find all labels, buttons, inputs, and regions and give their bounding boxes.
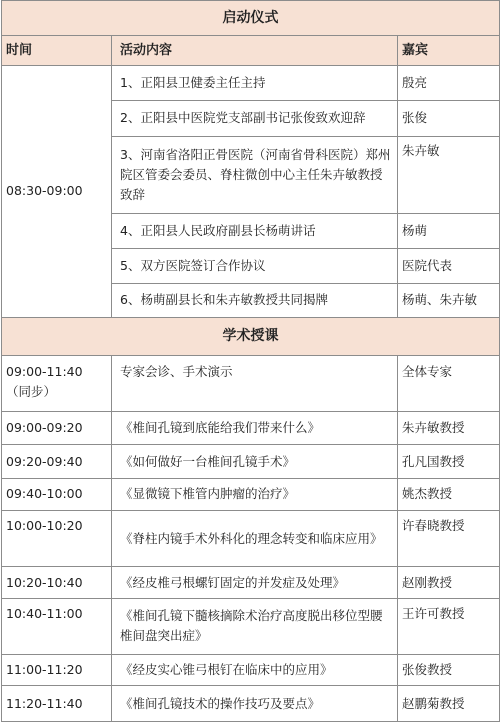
activity-cell: 2、正阳县中医院党支部副书记张俊致欢迎辞 bbox=[112, 101, 398, 136]
guest-cell: 朱卉敏 bbox=[398, 136, 500, 213]
time-cell: 10:20-10:40 bbox=[2, 567, 112, 598]
time-cell: 09:20-09:40 bbox=[2, 445, 112, 478]
guest-cell: 赵鹏菊教授 bbox=[398, 686, 500, 722]
activity-cell: 3、河南省洛阳正骨医院（河南省骨科医院）郑州院区管委会委员、脊柱微创中心主任朱卉敏教授致辞 bbox=[112, 136, 398, 213]
table-row bbox=[2, 598, 500, 654]
activity-cell: 《椎间孔镜技术的操作技巧及要点》 bbox=[112, 686, 398, 722]
table-row bbox=[2, 567, 500, 598]
section-title-opening: 启动仪式 bbox=[2, 1, 500, 36]
guest-cell: 许春晓教授 bbox=[398, 511, 500, 567]
table-row bbox=[2, 412, 500, 445]
activity-cell: 《经皮椎弓根螺钉固定的并发症及处理》 bbox=[112, 567, 398, 598]
time-cell: 09:40-10:00 bbox=[2, 478, 112, 510]
table-row bbox=[2, 655, 500, 686]
activity-cell: 《椎间孔镜下髓核摘除术治疗高度脱出移位型腰椎间盘突出症》 bbox=[112, 598, 398, 654]
header-time: 时间 bbox=[2, 36, 112, 65]
section-row-academic bbox=[2, 318, 500, 356]
guest-cell: 医院代表 bbox=[398, 249, 500, 283]
guest-cell: 朱卉敏教授 bbox=[398, 412, 500, 445]
agenda-table bbox=[1, 0, 500, 722]
opening-time-cell: 08:30-09:00 bbox=[2, 65, 112, 317]
guest-cell: 张俊教授 bbox=[398, 655, 500, 686]
guest-cell: 姚杰教授 bbox=[398, 478, 500, 510]
time-cell: 11:00-11:20 bbox=[2, 655, 112, 686]
table-header-row bbox=[2, 36, 500, 65]
guest-cell: 王许可教授 bbox=[398, 598, 500, 654]
activity-cell: 6、杨萌副县长和朱卉敏教授共同揭牌 bbox=[112, 283, 398, 317]
table-row bbox=[2, 686, 500, 722]
time-cell: 09:00-09:20 bbox=[2, 412, 112, 445]
time-cell: 10:00-10:20 bbox=[2, 511, 112, 567]
table-row bbox=[2, 478, 500, 510]
guest-cell: 赵刚教授 bbox=[398, 567, 500, 598]
section-row-opening bbox=[2, 1, 500, 36]
section-title-academic: 学术授课 bbox=[2, 318, 500, 356]
table-row bbox=[2, 65, 500, 100]
activity-cell: 专家会诊、手术演示 bbox=[112, 355, 398, 411]
table-row bbox=[2, 511, 500, 567]
table-row bbox=[2, 445, 500, 478]
activity-cell: 《经皮实心锥弓根钉在临床中的应用》 bbox=[112, 655, 398, 686]
guest-cell: 杨萌 bbox=[398, 213, 500, 248]
guest-cell: 孔凡国教授 bbox=[398, 445, 500, 478]
guest-cell: 殷亮 bbox=[398, 65, 500, 100]
activity-cell: 《脊柱内镜手术外科化的理念转变和临床应用》 bbox=[112, 511, 398, 567]
activity-cell: 4、正阳县人民政府副县长杨萌讲话 bbox=[112, 213, 398, 248]
time-cell: 10:40-11:00 bbox=[2, 598, 112, 654]
header-guest: 嘉宾 bbox=[398, 36, 500, 65]
activity-cell: 《如何做好一台椎间孔镜手术》 bbox=[112, 445, 398, 478]
guest-cell: 全体专家 bbox=[398, 355, 500, 411]
activity-cell: 5、双方医院签订合作协议 bbox=[112, 249, 398, 283]
activity-cell: 《显微镜下椎管内肿瘤的治疗》 bbox=[112, 478, 398, 510]
header-activity: 活动内容 bbox=[112, 36, 398, 65]
guest-cell: 张俊 bbox=[398, 101, 500, 136]
activity-cell: 1、正阳县卫健委主任主持 bbox=[112, 65, 398, 100]
activity-cell: 《椎间孔镜到底能给我们带来什么》 bbox=[112, 412, 398, 445]
time-cell: 11:20-11:40 bbox=[2, 686, 112, 722]
table-row bbox=[2, 355, 500, 411]
guest-cell: 杨萌、朱卉敏 bbox=[398, 283, 500, 317]
time-cell: 09:00-11:40（同步） bbox=[2, 355, 112, 411]
